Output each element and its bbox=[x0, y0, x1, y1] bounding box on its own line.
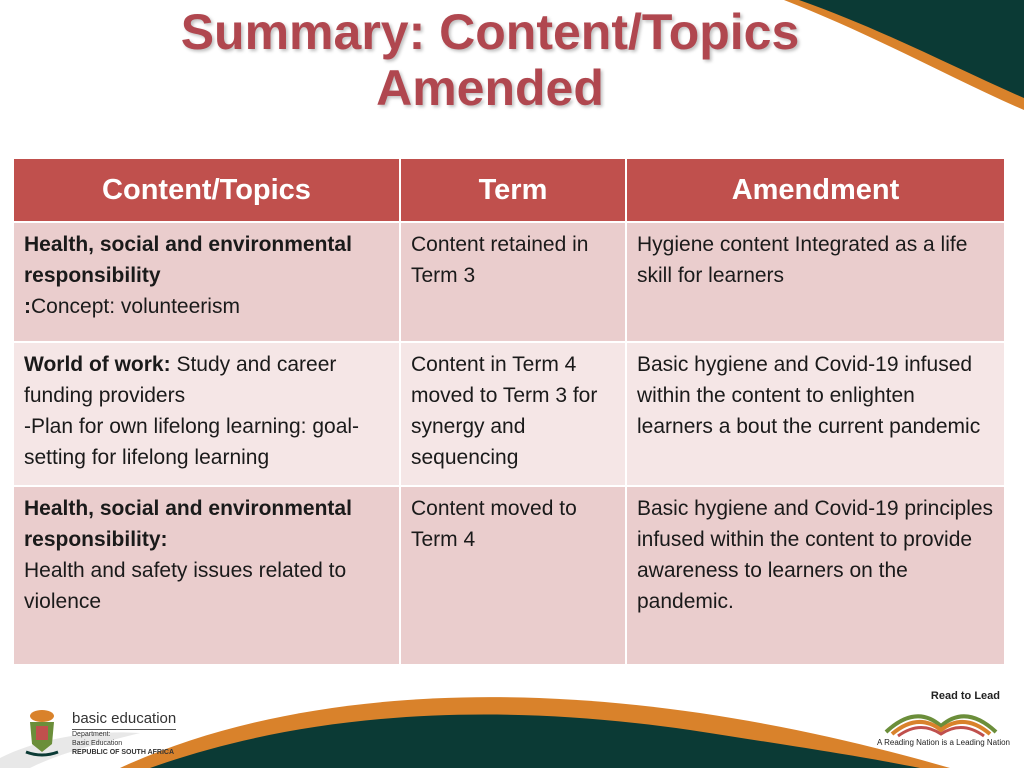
footer bbox=[0, 688, 1024, 768]
cell-amendment: Hygiene content Integrated as a life skill for learners bbox=[626, 222, 1005, 342]
cell-term: Content moved to Term 4 bbox=[400, 486, 626, 665]
dbe-name: basic education bbox=[72, 710, 176, 730]
topic-heading: Health, social and environmental responsibility: bbox=[24, 497, 352, 551]
rtl-title: Read to Lead bbox=[930, 690, 1000, 702]
topic-colon: : bbox=[24, 295, 31, 318]
table-row bbox=[13, 222, 1005, 342]
cell-term: Content retained in Term 3 bbox=[400, 222, 626, 342]
cell-amendment: Basic hygiene and Covid-19 principles infused within the content to provide awareness to learners on the pandemic. bbox=[626, 486, 1005, 665]
topic-detail: Health and safety issues related to violence bbox=[24, 559, 347, 613]
title-line-1: Summary: Content/Topics bbox=[180, 4, 800, 60]
topic-detail: Study and career funding providers bbox=[24, 353, 337, 407]
table-row bbox=[13, 486, 1005, 665]
cell-topic bbox=[13, 222, 400, 342]
dbe-dept-2: Basic Education bbox=[72, 739, 123, 747]
dbe-text bbox=[72, 710, 176, 757]
title-line-2: Amended bbox=[376, 60, 604, 116]
cell-topic bbox=[13, 486, 400, 665]
topic-heading: Health, social and environmental responsibility bbox=[24, 233, 352, 287]
topic-detail-2: -Plan for own lifelong learning: goal-setting for lifelong learning bbox=[24, 415, 360, 469]
table-header-row bbox=[13, 158, 1005, 222]
table-row bbox=[13, 342, 1005, 486]
dbe-dept: Department: bbox=[72, 730, 111, 738]
read-to-lead-logo bbox=[870, 690, 1010, 747]
dbe-logo bbox=[22, 708, 176, 758]
coat-of-arms-icon bbox=[22, 708, 62, 758]
slide-title bbox=[40, 4, 940, 116]
topic-heading: World of work: bbox=[24, 353, 171, 376]
cell-topic bbox=[13, 342, 400, 486]
open-book-icon bbox=[876, 704, 1006, 738]
rtl-tagline: A Reading Nation is a Leading Nation bbox=[877, 738, 1010, 747]
dbe-country: REPUBLIC OF SOUTH AFRICA bbox=[72, 748, 175, 756]
cell-amendment: Basic hygiene and Covid-19 infused within the content to enlighten learners a bout the current pandemic bbox=[626, 342, 1005, 486]
header-content-topics: Content/Topics bbox=[13, 158, 400, 222]
amendments-table bbox=[12, 157, 1006, 666]
cell-term: Content in Term 4 moved to Term 3 for synergy and sequencing bbox=[400, 342, 626, 486]
header-amendment: Amendment bbox=[626, 158, 1005, 222]
header-term: Term bbox=[400, 158, 626, 222]
topic-detail: Concept: volunteerism bbox=[31, 295, 240, 318]
